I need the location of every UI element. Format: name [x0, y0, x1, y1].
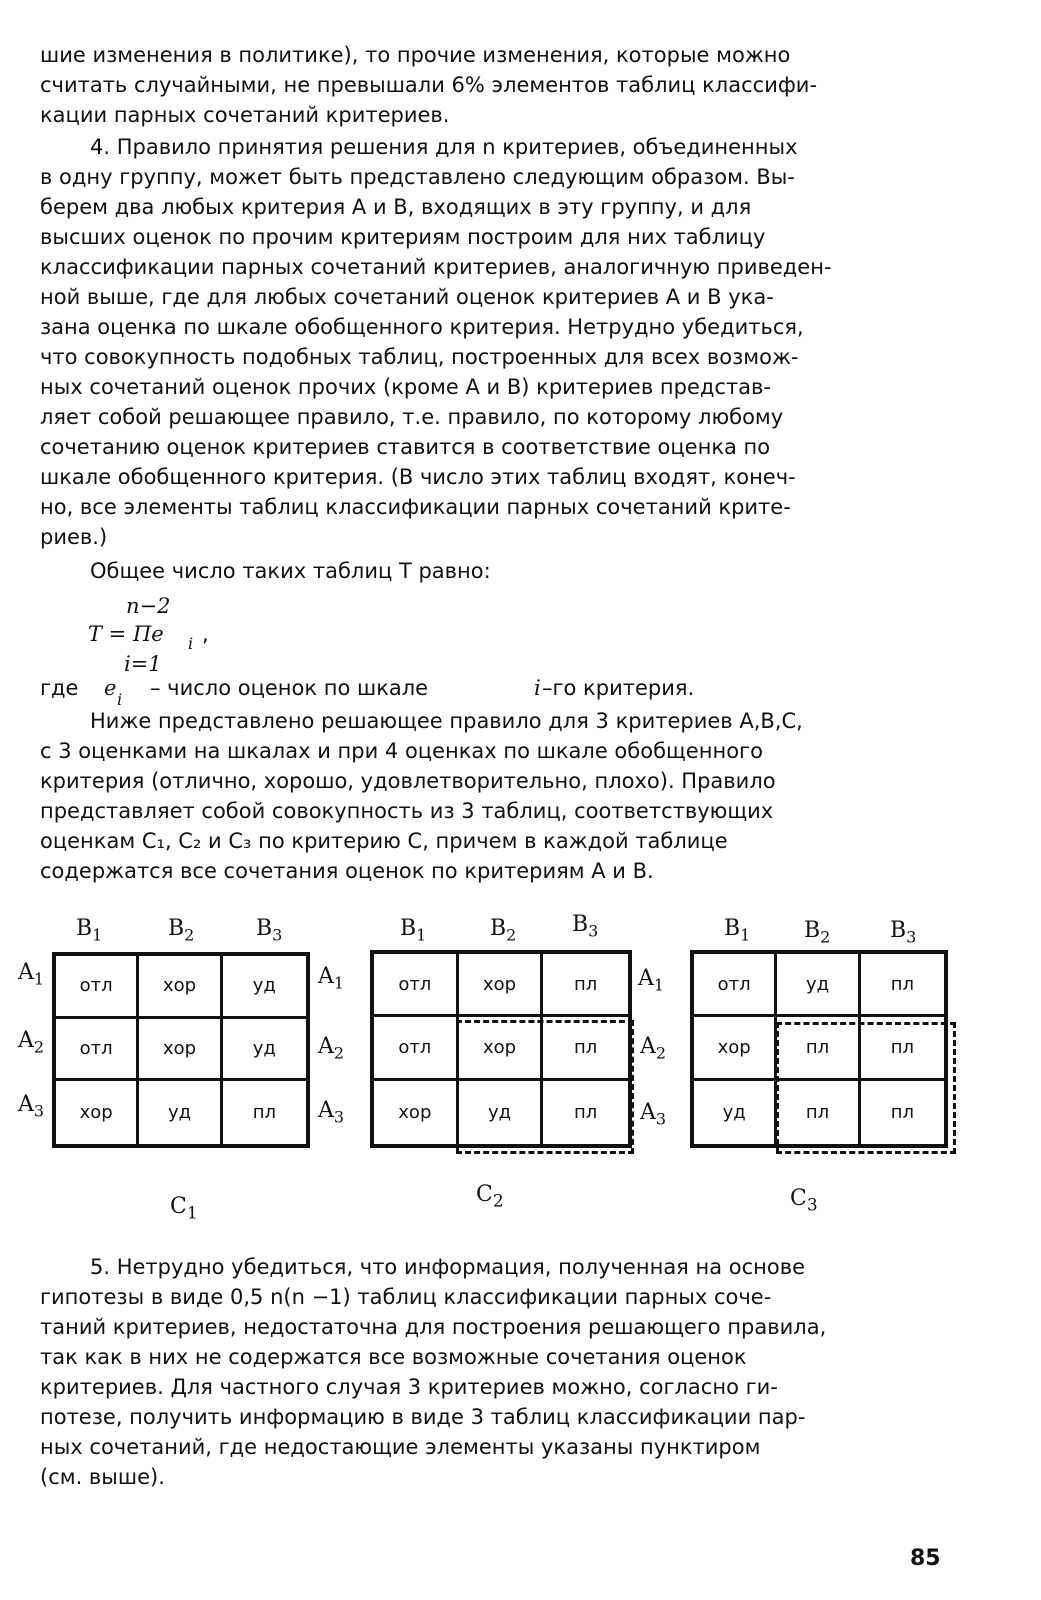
table-cell: уд — [777, 954, 860, 1017]
text-line: 4. Правило принятия решения для n критериев, объединенных — [90, 135, 798, 159]
text-line: в одну группу, может быть представлено следующим образом. Вы- — [40, 165, 795, 189]
table-cell: уд — [694, 1081, 777, 1144]
text-line: сочетанию оценок критериев ставится в соответствие оценка по — [40, 435, 771, 459]
table-cell: уд — [459, 1081, 544, 1144]
column-label: $B_2$ — [804, 918, 831, 947]
column-label: $B_1$ — [76, 916, 103, 945]
text-line: 5. Нетрудно убедиться, что информация, полученная на основе — [90, 1255, 806, 1279]
table-cell: отл — [694, 954, 777, 1017]
text-line: содержатся все сочетания оценок по критериям A и B. — [40, 859, 654, 883]
where-variable: e — [104, 676, 117, 700]
column-label: $B_3$ — [572, 912, 599, 941]
text-line: гипотезы в виде 0,5 n(n −1) таблиц классификации парных соче- — [40, 1285, 772, 1309]
text-line: ных сочетаний, где недостающие элементы указаны пунктиром — [40, 1435, 761, 1459]
text-line: критериев. Для частного случая 3 критериев можно, согласно ги- — [40, 1375, 778, 1399]
text-line: с 3 оценками на шкалах и при 4 оценках по шкале обобщенного — [40, 739, 763, 763]
row-label: $A_1$ — [638, 966, 665, 995]
formula-upper-limit: n−2 — [126, 594, 171, 618]
text-line: таний критериев, недостаточна для построения решающего правила, — [40, 1315, 827, 1339]
paragraph-5 — [40, 1252, 940, 1492]
text-line: берем два любых критерия A и B, входящих в эту группу, и для — [40, 195, 752, 219]
text-line: зана оценка по шкале обобщенного критерия. Нетрудно убедиться, — [40, 315, 804, 339]
text-line: Ниже представлено решающее правило для 3 критериев A,B,C, — [90, 709, 803, 733]
row-label: $A_3$ — [318, 1098, 345, 1127]
formula-lower-limit: i=1 — [124, 652, 162, 676]
column-label: $B_1$ — [724, 916, 751, 945]
formula-subscript: i — [188, 634, 194, 653]
table-grid — [52, 952, 310, 1148]
row-label: $A_2$ — [640, 1034, 667, 1063]
table-cell: пл — [252, 1102, 276, 1124]
text-line: ляет собой решающее правило, т.е. правило, по которому любому — [40, 405, 784, 429]
table-cell: хор — [694, 1017, 777, 1080]
text-line: ной выше, где для любых сочетаний оценок критериев A и B ука- — [40, 285, 774, 309]
text-line: что совокупность подобных таблиц, построенных для всех возмож- — [40, 345, 799, 369]
page-number: 85 — [910, 1546, 941, 1571]
where-end: –го критерия. — [542, 676, 695, 700]
text-line: шкале обобщенного критерия. (В число этих таблиц входят, конеч- — [40, 465, 796, 489]
text-line: представляет собой совокупность из 3 таблиц, соответствующих — [40, 799, 774, 823]
text-line: риев.) — [40, 525, 108, 549]
table-cell: пл — [890, 1101, 914, 1123]
total-count-line — [40, 556, 940, 586]
column-label: $B_3$ — [256, 916, 283, 945]
where-subscript: i — [117, 690, 123, 709]
row-label: $A_3$ — [18, 1092, 45, 1121]
table-caption: $C_2$ — [476, 1182, 504, 1212]
table-caption: $C_3$ — [790, 1186, 818, 1216]
row-label: $A_2$ — [318, 1034, 345, 1063]
where-prefix: где — [40, 676, 79, 700]
table-cell: пл — [543, 1017, 628, 1080]
table-cell: пл — [574, 1101, 598, 1123]
table-cell: уд — [223, 956, 306, 1019]
row-label: $A_1$ — [318, 964, 345, 993]
text-line: классификации парных сочетаний критериев, аналогичную приведен- — [40, 255, 832, 279]
table-cell: хор — [139, 1019, 222, 1082]
table-cell: уд — [139, 1081, 222, 1144]
table-caption: $C_1$ — [170, 1194, 198, 1224]
formula-main: T = Пe — [88, 622, 164, 646]
text-line: шие изменения в политике), то прочие изменения, которые можно — [40, 43, 791, 67]
text-line: Общее число таких таблиц T равно: — [90, 559, 491, 583]
row-label: $A_2$ — [18, 1028, 45, 1057]
table-cell: уд — [223, 1019, 306, 1082]
column-label: $B_3$ — [890, 918, 917, 947]
text-line: ных сочетаний оценок прочих (кроме A и B) критериев представ- — [40, 375, 772, 399]
text-line: оценкам C₁, C₂ и C₃ по критерию C, причем в каждой таблице — [40, 829, 728, 853]
paragraph-4 — [40, 132, 940, 552]
text-line: кации парных сочетаний критериев. — [40, 103, 450, 127]
table-cell: пл — [861, 1017, 944, 1080]
table-cell: пл — [777, 1017, 860, 1080]
text-line: считать случайными, не превышали 6% элементов таблиц классифи- — [40, 73, 818, 97]
text-line: но, все элементы таблиц классификации парных сочетаний крите- — [40, 495, 791, 519]
text-line: так как в них не содержатся все возможные сочетания оценок — [40, 1345, 747, 1369]
table-grid — [370, 950, 632, 1148]
table-cell: отл — [374, 1017, 459, 1080]
table-cell: пл — [777, 1081, 860, 1144]
table-cell: хор — [56, 1081, 139, 1144]
table-grid — [690, 950, 948, 1148]
table-cell: отл — [374, 954, 459, 1017]
table-cell: пл — [861, 954, 944, 1017]
paragraph-rule — [40, 706, 940, 886]
text-line: критерия (отлично, хорошо, удовлетворительно, плохо). Правило — [40, 769, 776, 793]
text-line: высших оценок по прочим критериям построим для них таблицу — [40, 225, 766, 249]
formula-tail: , — [202, 622, 209, 646]
column-label: $B_2$ — [168, 916, 195, 945]
table-cell: хор — [139, 956, 222, 1019]
text-line: потезе, получить информацию в виде 3 таблиц классификации пар- — [40, 1405, 806, 1429]
paragraph-top — [40, 40, 940, 130]
row-label: $A_3$ — [640, 1100, 667, 1129]
column-label: $B_1$ — [400, 916, 427, 945]
text-line: (см. выше). — [40, 1465, 165, 1489]
table-cell: пл — [543, 954, 628, 1017]
row-label: $A_1$ — [18, 960, 45, 989]
table-cell: хор — [374, 1081, 459, 1144]
where-index: i — [534, 676, 541, 700]
table-cell: хор — [459, 1017, 544, 1080]
column-label: $B_2$ — [490, 916, 517, 945]
table-cell: отл — [56, 1019, 139, 1082]
table-cell: отл — [56, 956, 139, 1019]
table-cell: хор — [459, 954, 544, 1017]
where-text: – число оценок по шкале — [150, 676, 429, 700]
